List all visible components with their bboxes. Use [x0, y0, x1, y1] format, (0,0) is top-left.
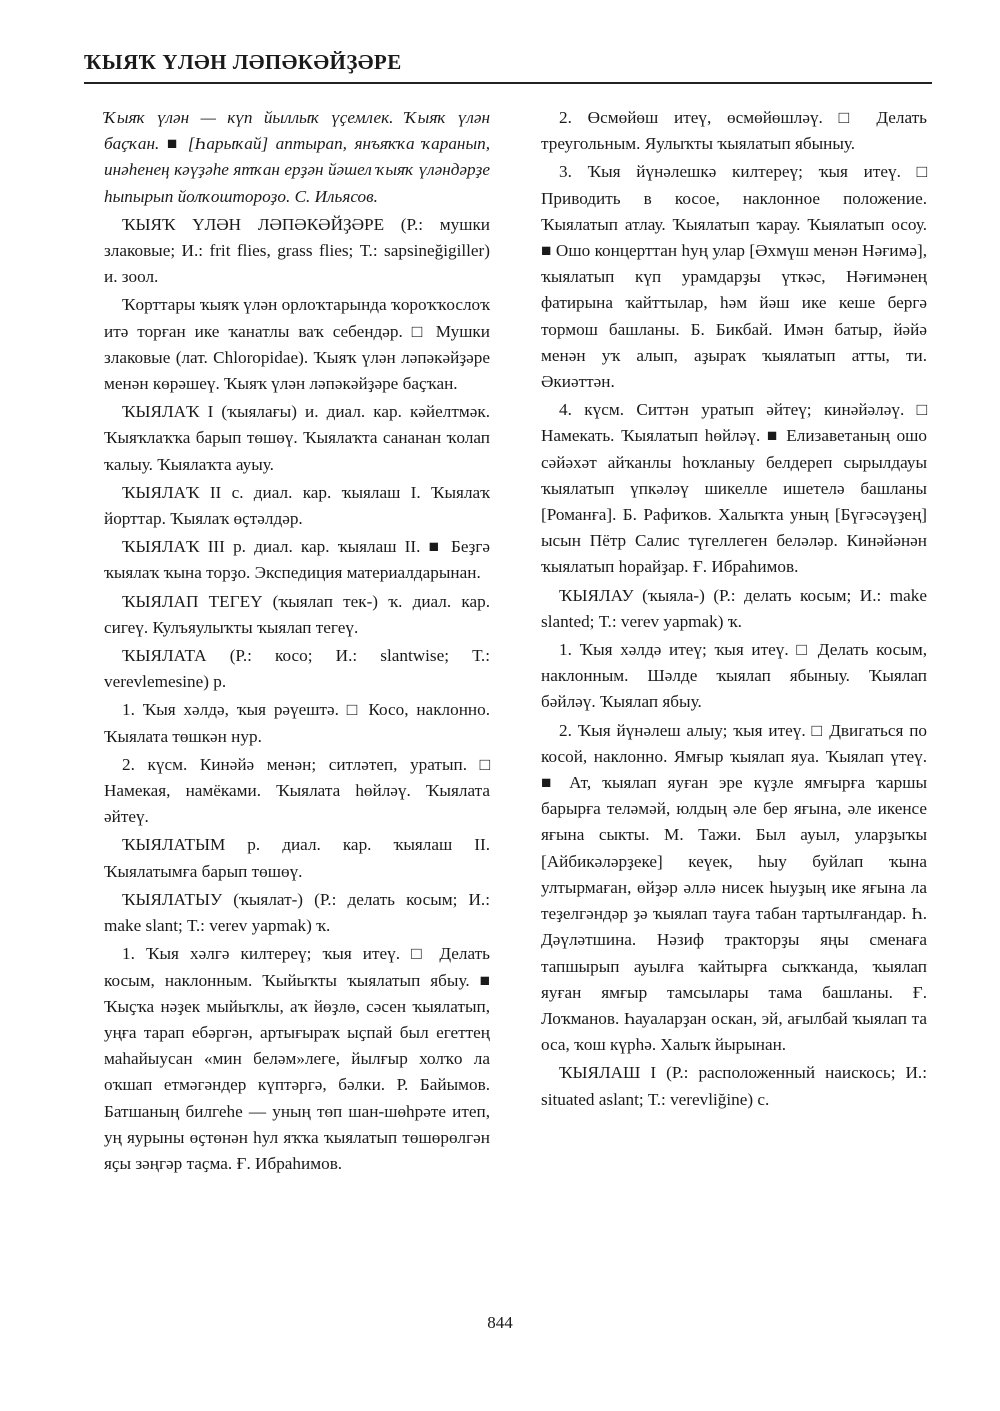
- running-head: ҠЫЯҠ ҮЛӘН ЛӘПӘКӘЙҘӘРЕ: [84, 50, 402, 74]
- entry-sense: 2. күсм. Кинәйә менән; ситләтеп, уратып. □ Намекая, намёками. Ҡыялата һөйләү. Ҡыялата әйтеү.: [104, 754, 490, 827]
- entry-sense: 2. Өсмөйөш итеү, өсмөйөшләү. □ Делать треугольным. Яулыҡты ҡыялатып ябыныу.: [541, 108, 927, 154]
- entry-headword: ҠЫЯЛАҠ III р. диал. кар. ҡыялаш II. ■ Беҙгә ҡыялаҡ ҡына торҙо. Экспедиция материалдарынан.: [104, 537, 490, 583]
- entry-headword: ҠЫЯЛАТЫМ р. диал. кар. ҡыялаш II. Ҡыялатымға барып төшөү.: [104, 835, 490, 881]
- entry-headword: ҠЫЯЛАТА (Р.: косо; И.: slantwise; Т.: verevlemesine) р.: [104, 646, 490, 692]
- right-column: [541, 105, 927, 1115]
- entry-sense: 1. Ҡыя хәлдә, ҡыя рәүештә. □ Косо, наклонно. Ҡыялата төшкән нур.: [104, 700, 490, 746]
- entry-headword: ҠЫЯЛАШ I (Р.: расположенный наискось; И.: situated aslant; Т.: verevliğine) с.: [541, 1063, 927, 1109]
- entry-headword: ҠЫЯЛАУ (ҡыяла-) (Р.: делать косым; И.: make slanted; Т.: verev yapmak) ҡ.: [541, 585, 927, 631]
- entry-sense: 4. күсм. Ситтән уратып әйтеү; кинәйәләү. □ Намекать. Ҡыялатып һөйләү. ■ Елизаветаның ошо сәйәхәт айҡанлы һоҡланыу белдереп сырылдауы ҡыялатып үпкәләү шикелле ишетелә башланы [Романға]. Б. Рафиҡов. Халыҡта уның [Бүгәсәүҙең] ысын Пётр Салис түгеллеген беләләр. Кинәйәнән ҡыялатып һорайҙар. Ғ. Ибраһимов.: [541, 400, 927, 577]
- entry-headword: ҠЫЯЛАП ТЕГЕҮ (ҡыялап тек-) ҡ. диал. кар. сигеү. Кулъяулыҡты ҡыялап тегеү.: [104, 591, 490, 637]
- entry-sense: 3. Ҡыя йүнәлешкә килтереү; ҡыя итеү. □ Приводить в косое, наклонное положение. Ҡыялатып атлау. Ҡыялатып ҡарау. Ҡыялатып осоу. ■ Ошо концерттан һуң улар [Әхмүш менән Нәғимә], ҡыялатып күп урамдарҙы үткәс, Нәғимәнең фатирына ҡайттылар, һәм йәш ике кеше бергә тормош башланы. Б. Бикбай. Имән батыр, йәйә менән уҡ алып, аҙыраҡ ҡыялатып атты, ти. Әкиәттән.: [541, 162, 927, 392]
- page-number: 844: [487, 1313, 513, 1332]
- header-rule: [84, 82, 932, 84]
- entry-headword: ҠЫЯЛАҠ I (ҡыялағы) и. диал. кар. кәйелтмәк. Ҡыяҡлаҡҡа барып төшөү. Ҡыялаҡта сананан ҡолап ҡалыу. Ҡыялаҡта ауыу.: [104, 402, 490, 474]
- entry-headword: ҠЫЯЛАТЫУ (ҡыялат-) (Р.: делать косым; И.: make slant; Т.: verev yapmak) ҡ.: [104, 889, 490, 936]
- entry-headword: ҠЫЯҠ ҮЛӘН ЛӘПӘКӘЙҘӘРЕ (Р.: мушки злаковые; И.: frit flies, grass flies; Т.: sapsineğigiller) и. зоол.: [104, 214, 490, 287]
- entry-headword: ҠЫЯЛАҠ II с. диал. кар. ҡыялаш I. Ҡыялаҡ йорттар. Ҡыялаҡ өҫтәлдәр.: [104, 482, 490, 529]
- entry-paragraph: Ҡыяҡ үлән — күп йыллыҡ үҫемлек. Ҡыяҡ үлән баҫҡан. ■ [Һарыҡай] аптырап, янъяҡҡа ҡаранып, инәһенең кәүҙәһе ятҡан ерҙән йәшел ҡыяҡ үләндәрҙе һыпырып йолҡоштороҙо. С. Ильясов.: [104, 108, 490, 206]
- entry-sense: 1. Ҡыя хәлдә итеү; ҡыя итеү. □ Делать косым, наклонным. Шәлде ҡыялап ябыныу. Ҡыялап бәйләү. Ҡыялап ябыу.: [541, 640, 927, 712]
- entry-sense: 1. Ҡыя хәлгә килтереү; ҡыя итеү. □ Делать косым, наклонным. Ҡыйыҡты ҡыялатып ябыу. ■ Ҡыҫҡа нәҙек мыйыҡлы, аҡ йөҙлө, сәсен ҡыялатып, уңға тарап ебәргән, артығыраҡ ыҫпай был егеттең маһайыусан «мин беләм»леге, йылғыр холҡо ла оҡшап етмәгәндер күптәргә, бәлки. Р. Байымов. Батшаның билгеһе — уның төп шан-шөһрәте итеп, уң яурыны өҫтөнән һул яҡҡа ҡыялатып төшөрөлгән яҫы зәңгәр таҫма. Ғ. Ибраһимов.: [104, 944, 490, 1173]
- left-column: [104, 105, 490, 1179]
- entry-sense: 2. Ҡыя йүнәлеш алыу; ҡыя итеү. □ Двигаться по косой, наклонно. Ямғыр ҡыялап яуа. Ҡыялап үтеү. ■ Ат, ҡыялап яуған эре күҙле ямғырға ҡаршы барырға теләмәй, юлдың әле бер яғына, әле икенсе яғына сыкты. М. Тажи. Был ауыл, уларҙыҡы [Айбикәләрҙеке] кеүек, һыу буйлап ҡына ултырмаған, өйҙәр әллә нисек һыуҙың ике яғына ла теҙелгәндәр ҙә ҡыялап тауға табан тартылғандар. Һ. Дәүләтшина. Нәзиф тракторҙы яңы сменаға тапшырып ауылға ҡайтырға сыҡҡанда, ҡыялап яуған ямғыр тамсылары тама башланы. Ғ. Лоҡманов. Һауаларҙан оскан, эй, ағылбай ҡыялап та оса, ҡош күрһә. Халыҡ йырынан.: [541, 720, 927, 1055]
- entry-paragraph: Ҡорттары ҡыяҡ үлән орлоҡтарында ҡороҡҡослоҡ итә торған ике ҡанатлы ваҡ себендәр. □ Мушки злаковые (лат. Chloropidae). Ҡыяҡ үлән ләпәкәйҙәре менән көрәшеү. Ҡыяҡ үлән ләпәкәйҙәре баҫҡан.: [104, 295, 490, 394]
